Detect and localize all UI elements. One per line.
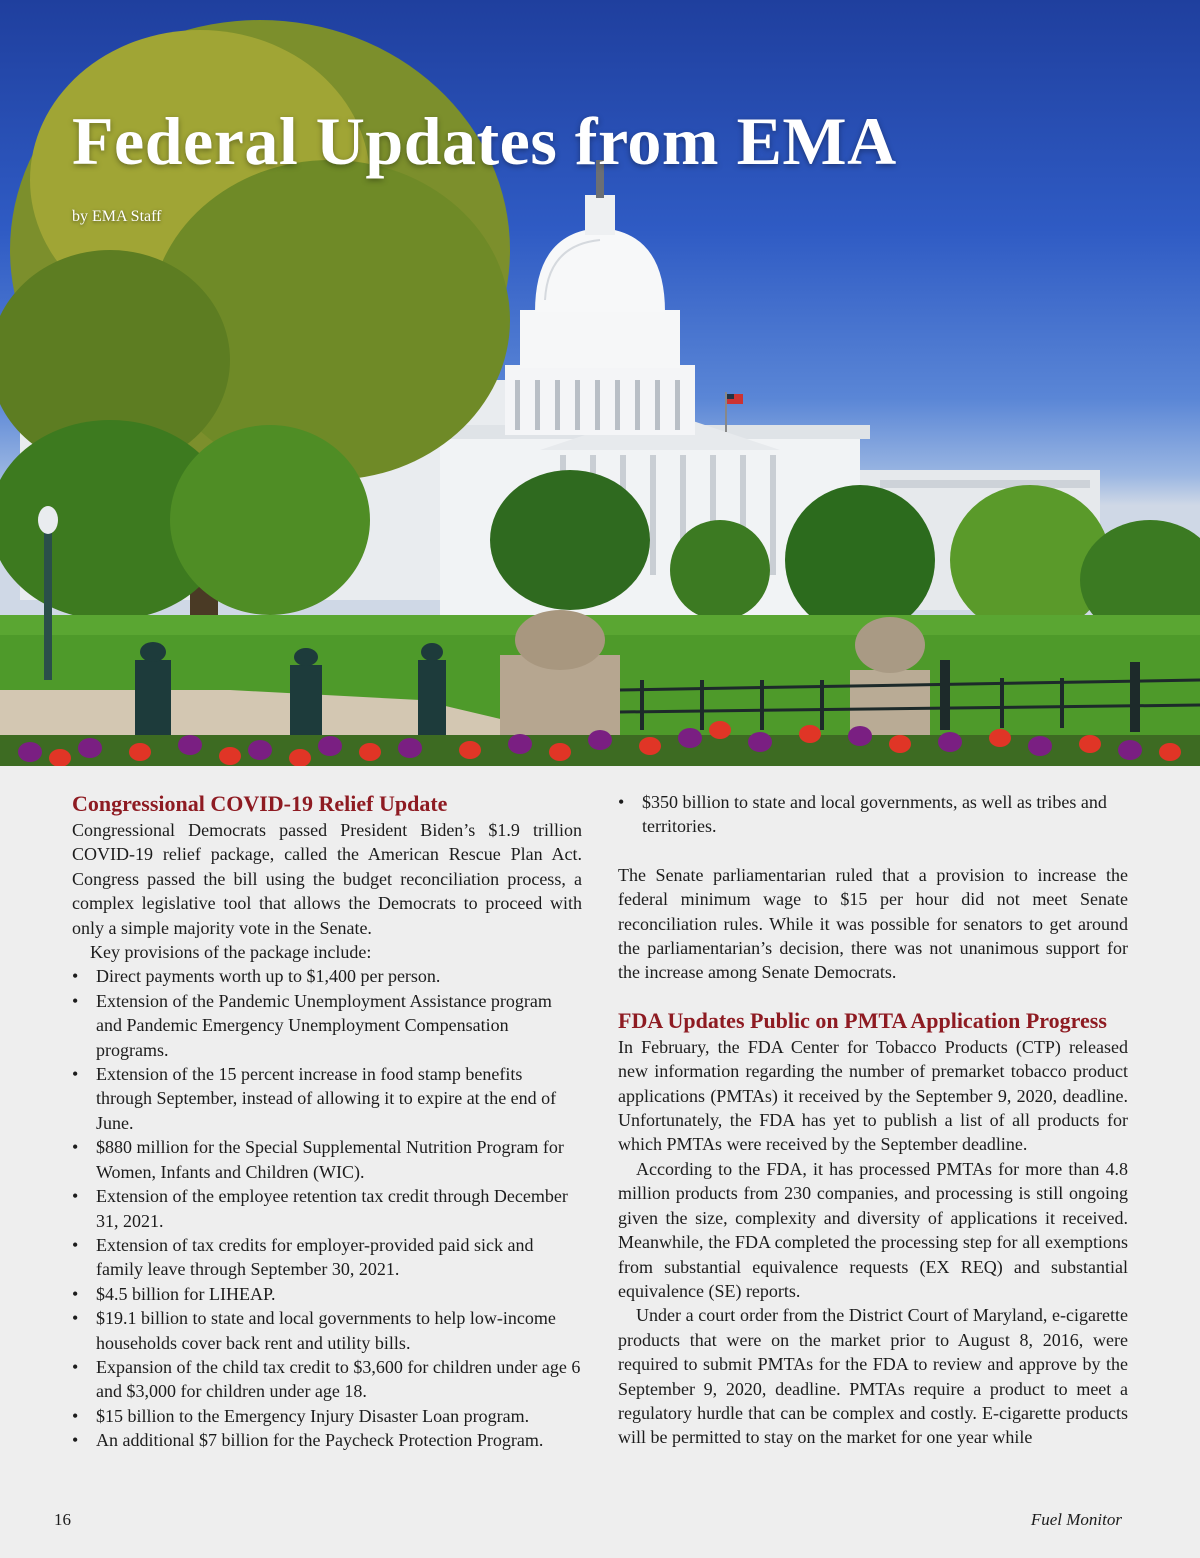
provisions-list <box>72 964 582 1452</box>
list-item: • Extension of the employee retention tax credit through December 31, 2021. <box>72 1186 568 1231</box>
fda-heading: FDA Updates Public on PMTA Application Progress <box>618 1007 1107 1033</box>
hero-photo <box>0 0 1200 766</box>
spacer <box>618 839 1128 863</box>
fda-paragraph-1: In February, the FDA Center for Tobacco Products (CTP) released new information regarding the number of premarket tobacco product applications (PMTAs) it received by the September 9, 2020, deadline. Unfortunately, the FDA has yet to publish a list of all products for which PMTAs were received by the September deadline. <box>618 1036 1128 1155</box>
covid-relief-intro: Congressional Democrats passed President Biden’s $1.9 trillion COVID-19 relief package, called the American Rescue Plan Act. Congress passed the bill using the budget reconciliation process, a complex legislative tool that allows the Democrats to proceed with only a simple majority vote in the Senate. <box>72 820 582 938</box>
provisions-list-continued <box>618 790 1128 839</box>
list-item: • Extension of the 15 percent increase in food stamp benefits through September, instead of allowing it to expire at the end of June. <box>72 1064 557 1133</box>
right-column <box>618 790 1128 1450</box>
covid-relief-heading: Congressional COVID-19 Relief Update <box>72 791 448 816</box>
spacer <box>618 985 1128 1007</box>
magazine-name: Fuel Monitor <box>1030 1510 1122 1529</box>
list-item: • $350 billion to state and local governments, as well as tribes and territories. <box>618 792 1107 837</box>
fda-paragraph-3: Under a court order from the District Court of Maryland, e-cigarette products that were on the market prior to August 8, 2016, were required to submit PMTAs for the FDA to review and approve by the September 9, 2020, deadline. PMTAs require a product to meet a regulatory hurdle that can be complex and costly. E-cigarette products will be permitted to stay on the market for one year while <box>618 1305 1128 1448</box>
list-item: • $15 billion to the Emergency Injury Disaster Loan program. <box>72 1405 530 1426</box>
left-column <box>72 790 582 1453</box>
list-item: • $4.5 billion for LIHEAP. <box>72 1283 276 1304</box>
list-item: • Extension of tax credits for employer-provided paid sick and family leave through September 30, 2021. <box>72 1234 534 1280</box>
list-item: • Expansion of the child tax credit to $3,600 for children under age 6 and $3,000 for children under age 18. <box>72 1356 581 1402</box>
list-item: • An additional $7 billion for the Paycheck Protection Program. <box>72 1430 544 1451</box>
fda-paragraph-2: According to the FDA, it has processed PMTAs for more than 4.8 million products from 230 companies, and processing is still ongoing given the size, complexity and diversity of applications it received. Meanwhile, the FDA completed the processing step for all exemptions from substantial equivalence requests (EX REQ) and substantial equivalence (SE) reports. <box>618 1158 1128 1301</box>
byline: by EMA Staff <box>72 208 162 225</box>
list-item: • Extension of the Pandemic Unemployment Assistance program and Pandemic Emergency Unemployment Compensation programs. <box>72 990 552 1060</box>
list-item: • $19.1 billion to state and local governments to help low-income households cover back rent and utility bills. <box>72 1308 556 1353</box>
page-number: 16 <box>54 1510 71 1529</box>
key-provisions-intro: Key provisions of the package include: <box>90 942 372 963</box>
senate-paragraph: The Senate parliamentarian ruled that a provision to increase the federal minimum wage to $15 per hour did not meet Senate reconciliation rules. While it was possible for senators to get around the parliamentarian’s decision, there was not unanimous support for the increase among Senate Democrats. <box>618 864 1128 983</box>
page-title: Federal Updates from EMA <box>72 103 897 179</box>
list-item: • $880 million for the Special Supplemental Nutrition Program for Women, Infants and Children (WIC). <box>72 1137 564 1182</box>
list-item: • Direct payments worth up to $1,400 per person. <box>72 966 441 987</box>
